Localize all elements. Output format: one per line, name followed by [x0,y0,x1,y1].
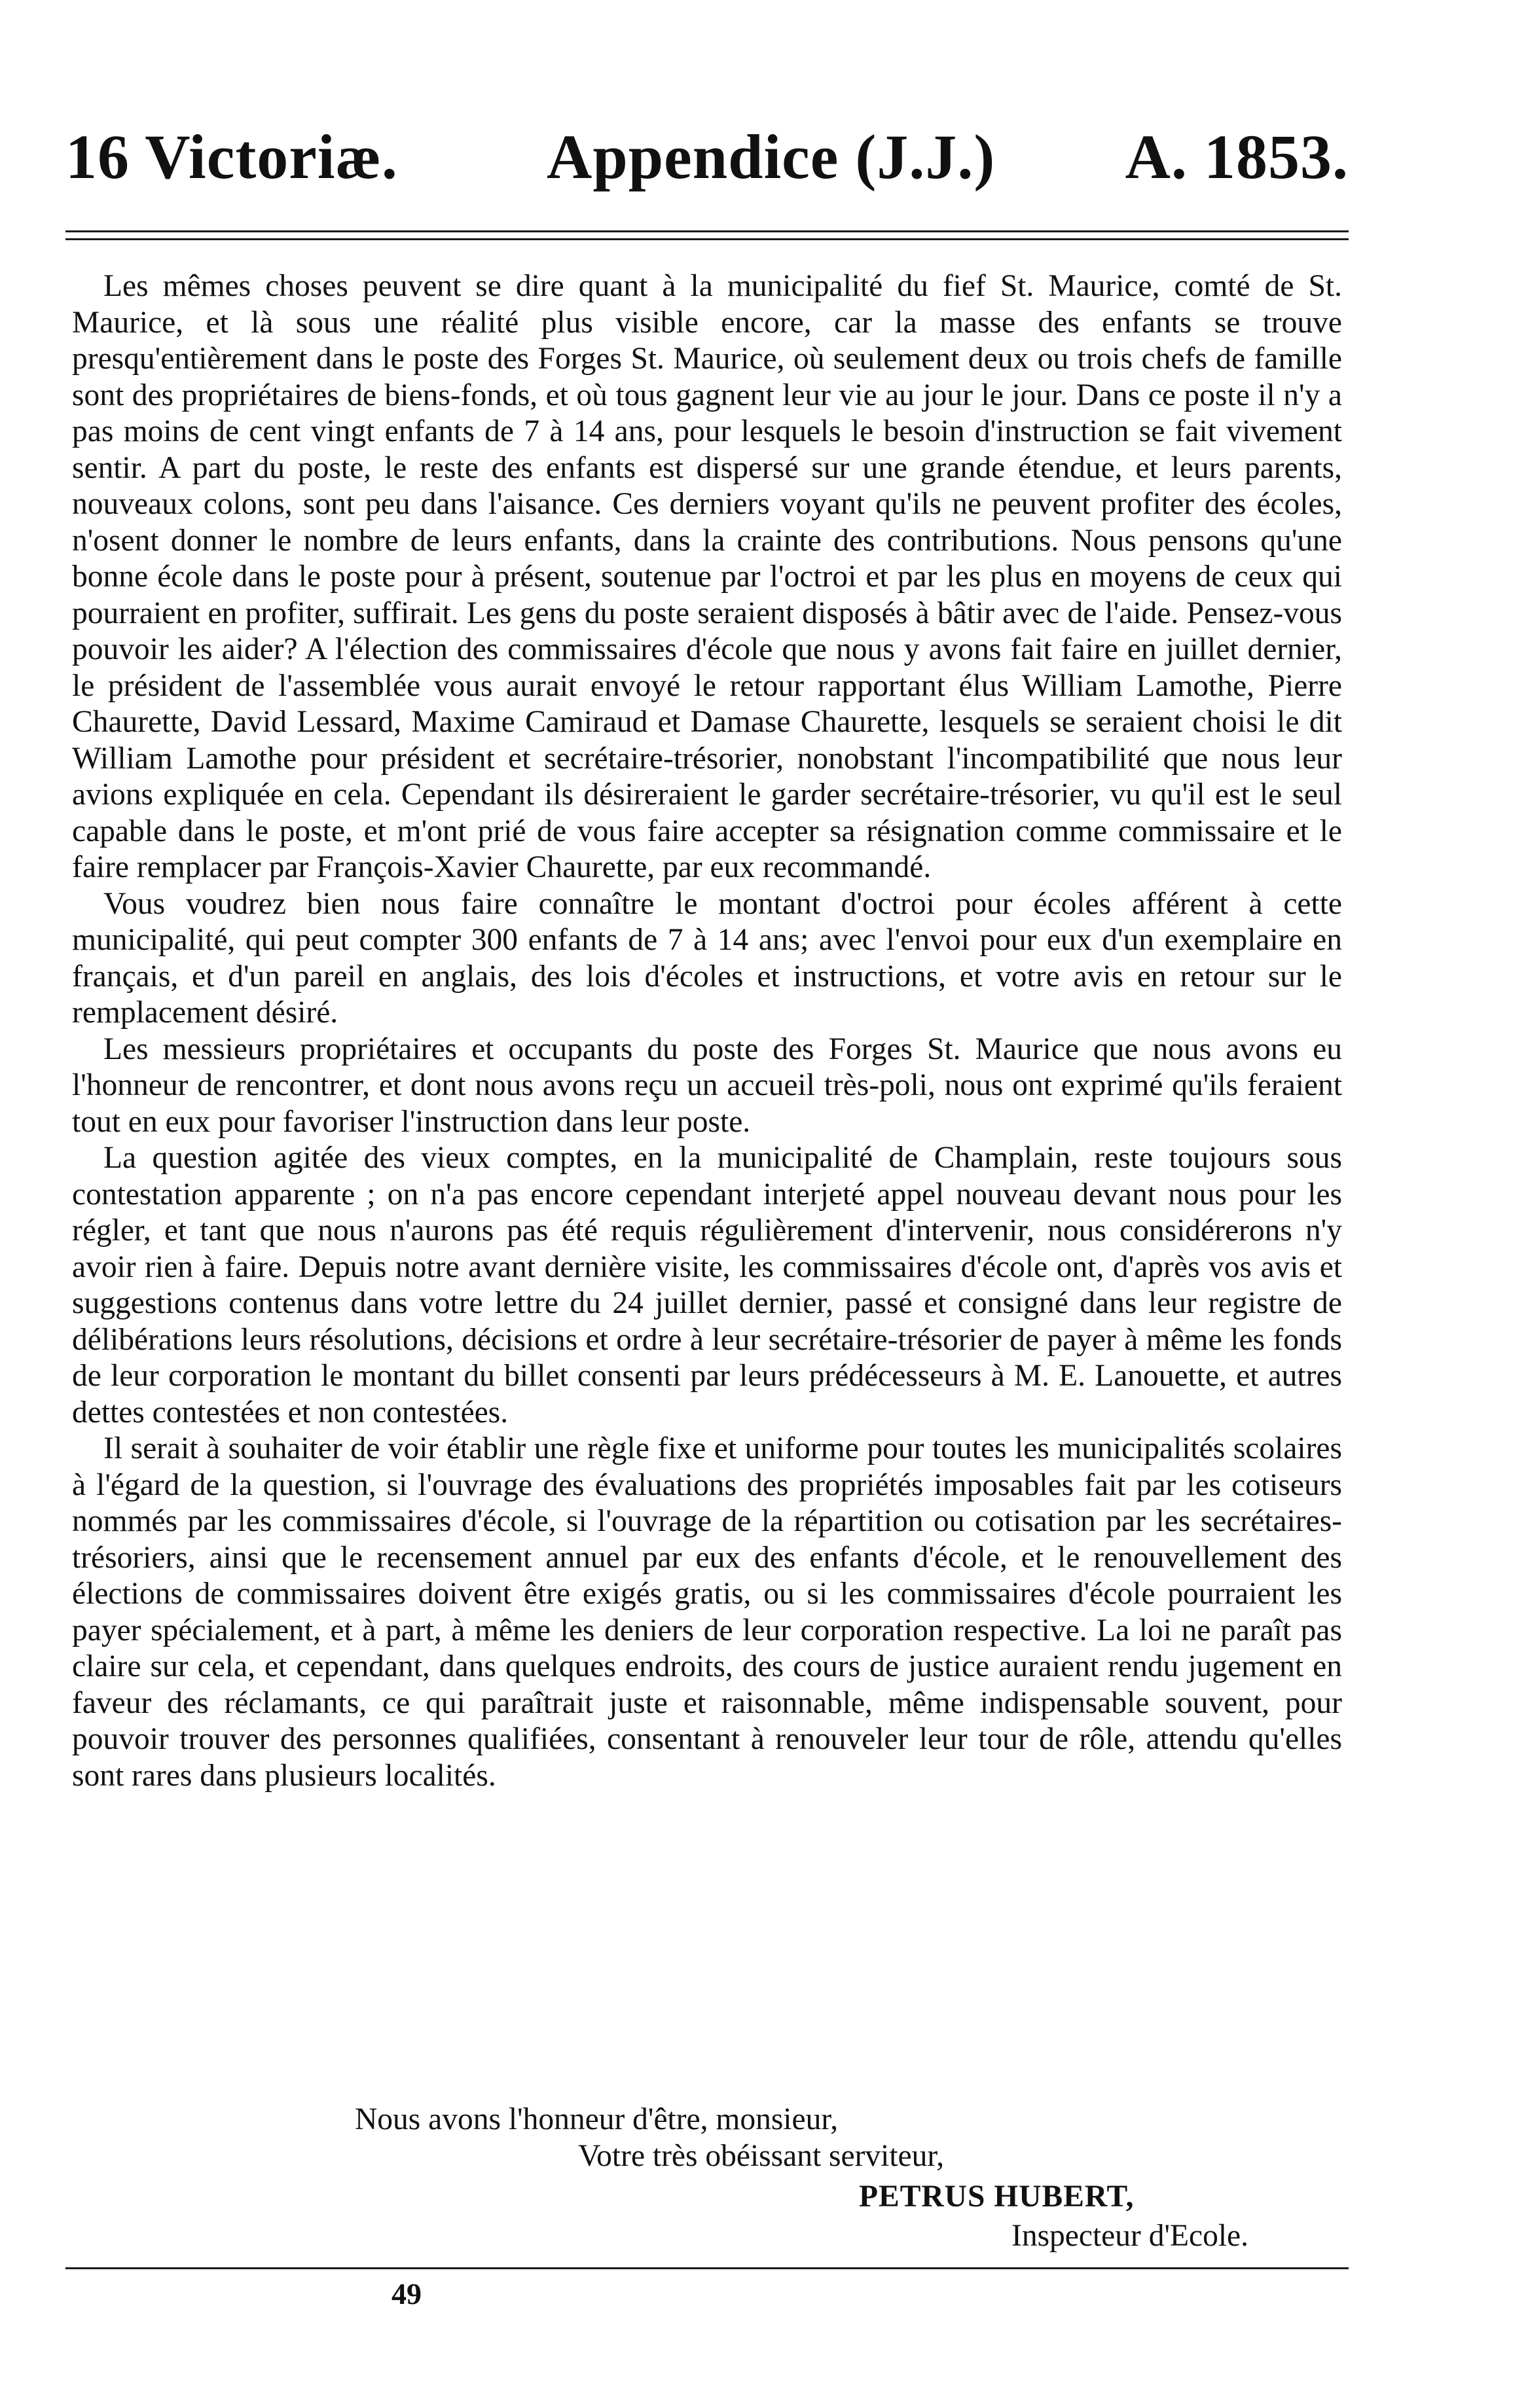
paragraph: Vous voudrez bien nous faire connaître le montant d'octroi pour écoles afférent à cette municipalité, qui peut compter 300 enfants de 7 à 14 ans; avec l'envoi pour eux d'un exemplaire en français, et d'un pareil en anglais, des lois d'écoles et instructions, et votre avis en retour sur le remplacement désiré. [72,886,1342,1030]
signature-title: Inspecteur d'Ecole. [1011,2219,1249,2253]
signature-name: PETRUS HUBERT, [859,2180,1135,2214]
header-appendix: Appendice (J.J.) [547,122,996,192]
header-rule-lower [65,238,1349,240]
page-number: 49 [391,2277,422,2310]
header-session: 16 Victoriæ. [65,122,398,192]
paragraph: La question agitée des vieux comptes, en la municipalité de Champlain, reste toujours sous contestation apparente ; on n'a pas encore cependant interjeté appel nouveau devant nous pour les régler, et tant que nous n'aurons pas été requis régulièrement d'intervenir, nous considérerons n'y avoir rien à faire. Depuis notre avant dernière visite, les commissaires d'école ont, d'après vos avis et suggestions contenus dans votre lettre du 24 juillet dernier, passé et consigné dans leur registre de délibérations leurs résolutions, décisions et ordre à leur secrétaire-trésorier de payer à même les fonds de leur corporation le montant du billet consenti par leurs prédécesseurs à M. E. Lanouette, et autres dettes contestées et non contestées. [72,1141,1342,1429]
closing-salutation: Nous avons l'honneur d'être, monsieur, [355,2102,839,2136]
footer-rule [65,2267,1349,2269]
letter-body [72,268,1342,1794]
paragraph: Il serait à souhaiter de voir établir une règle fixe et uniforme pour toutes les municipalités scolaires à l'égard de la question, si l'ouvrage des évaluations des propriétés imposables fait par les cotiseurs nommés par les commissaires d'école, si l'ouvrage de la répartition ou cotisation par les secrétaires-trésoriers, ainsi que le recensement annuel par eux des enfants d'école, et le renouvellement des élections de commissaires doivent être exigés gratis, ou si les commissaires d'école pourraient les payer spécialement, et à part, à même les deniers de leur corporation respective. La loi ne paraît pas claire sur cela, et cependant, dans quelques endroits, des cours de justice auraient rendu jugement en faveur des réclamants, ce qui paraîtrait juste et raisonnable, même indispensable souvent, pour pouvoir trouver des personnes qualifiées, consentant à renouveler leur tour de rôle, attendu qu'elles sont rares dans plusieurs localités. [72,1431,1342,1793]
header-year: A. 1853. [1125,122,1349,192]
paragraph: Les messieurs propriétaires et occupants du poste des Forges St. Maurice que nous avons eu l'honneur de rencontrer, et dont nous avons reçu un accueil très-poli, nous ont exprimé qu'ils feraient tout en eux pour favoriser l'instruction dans leur poste. [72,1032,1342,1139]
running-header [65,118,1349,209]
paragraph: Les mêmes choses peuvent se dire quant à la municipalité du fief St. Maurice, comté de St. Maurice, et là sous une réalité plus visible encore, car la masse des enfants se trouve presqu'entièrement dans le poste des Forges St. Maurice, où seulement deux ou trois chefs de famille sont des propriétaires de biens-fonds, et où tous gagnent leur vie au jour le jour. Dans ce poste il n'y a pas moins de cent vingt enfants de 7 à 14 ans, pour lesquels le besoin d'instruction se fait vivement sentir. A part du poste, le reste des enfants est dispersé sur une grande étendue, et leurs parents, nouveaux colons, sont peu dans l'aisance. Ces derniers voyant qu'ils ne peuvent profiter des écoles, n'osent donner le nombre de leurs enfants, dans la crainte des contributions. Nous pensons qu'une bonne école dans le poste pour à présent, soutenue par l'octroi et par les plus en moyens de ceux qui pourraient en profiter, suffirait. Les gens du poste seraient disposés à bâtir avec de l'aide. Pensez-vous pouvoir les aider? A l'élection des commissaires d'école que nous y avons fait faire en juillet dernier, le président de l'assemblée vous aurait envoyé le retour rapportant élus William Lamothe, Pierre Chaurette, David Lessard, Maxime Camiraud et Damase Chaurette, lesquels se seraient choisi le dit William Lamothe pour président et secrétaire-trésorier, nonobstant l'incompatibilité que nous leur avions expliquée en cela. Cependant ils désireraient le garder secrétaire-trésorier, vu qu'il est le seul capable dans le poste, et m'ont prié de vous faire accepter sa résignation comme commissaire et le faire remplacer par François-Xavier Chaurette, par eux recommandé. [72,269,1342,884]
header-rule-upper [65,230,1349,232]
closing-servant: Votre très obéissant serviteur, [578,2139,945,2173]
